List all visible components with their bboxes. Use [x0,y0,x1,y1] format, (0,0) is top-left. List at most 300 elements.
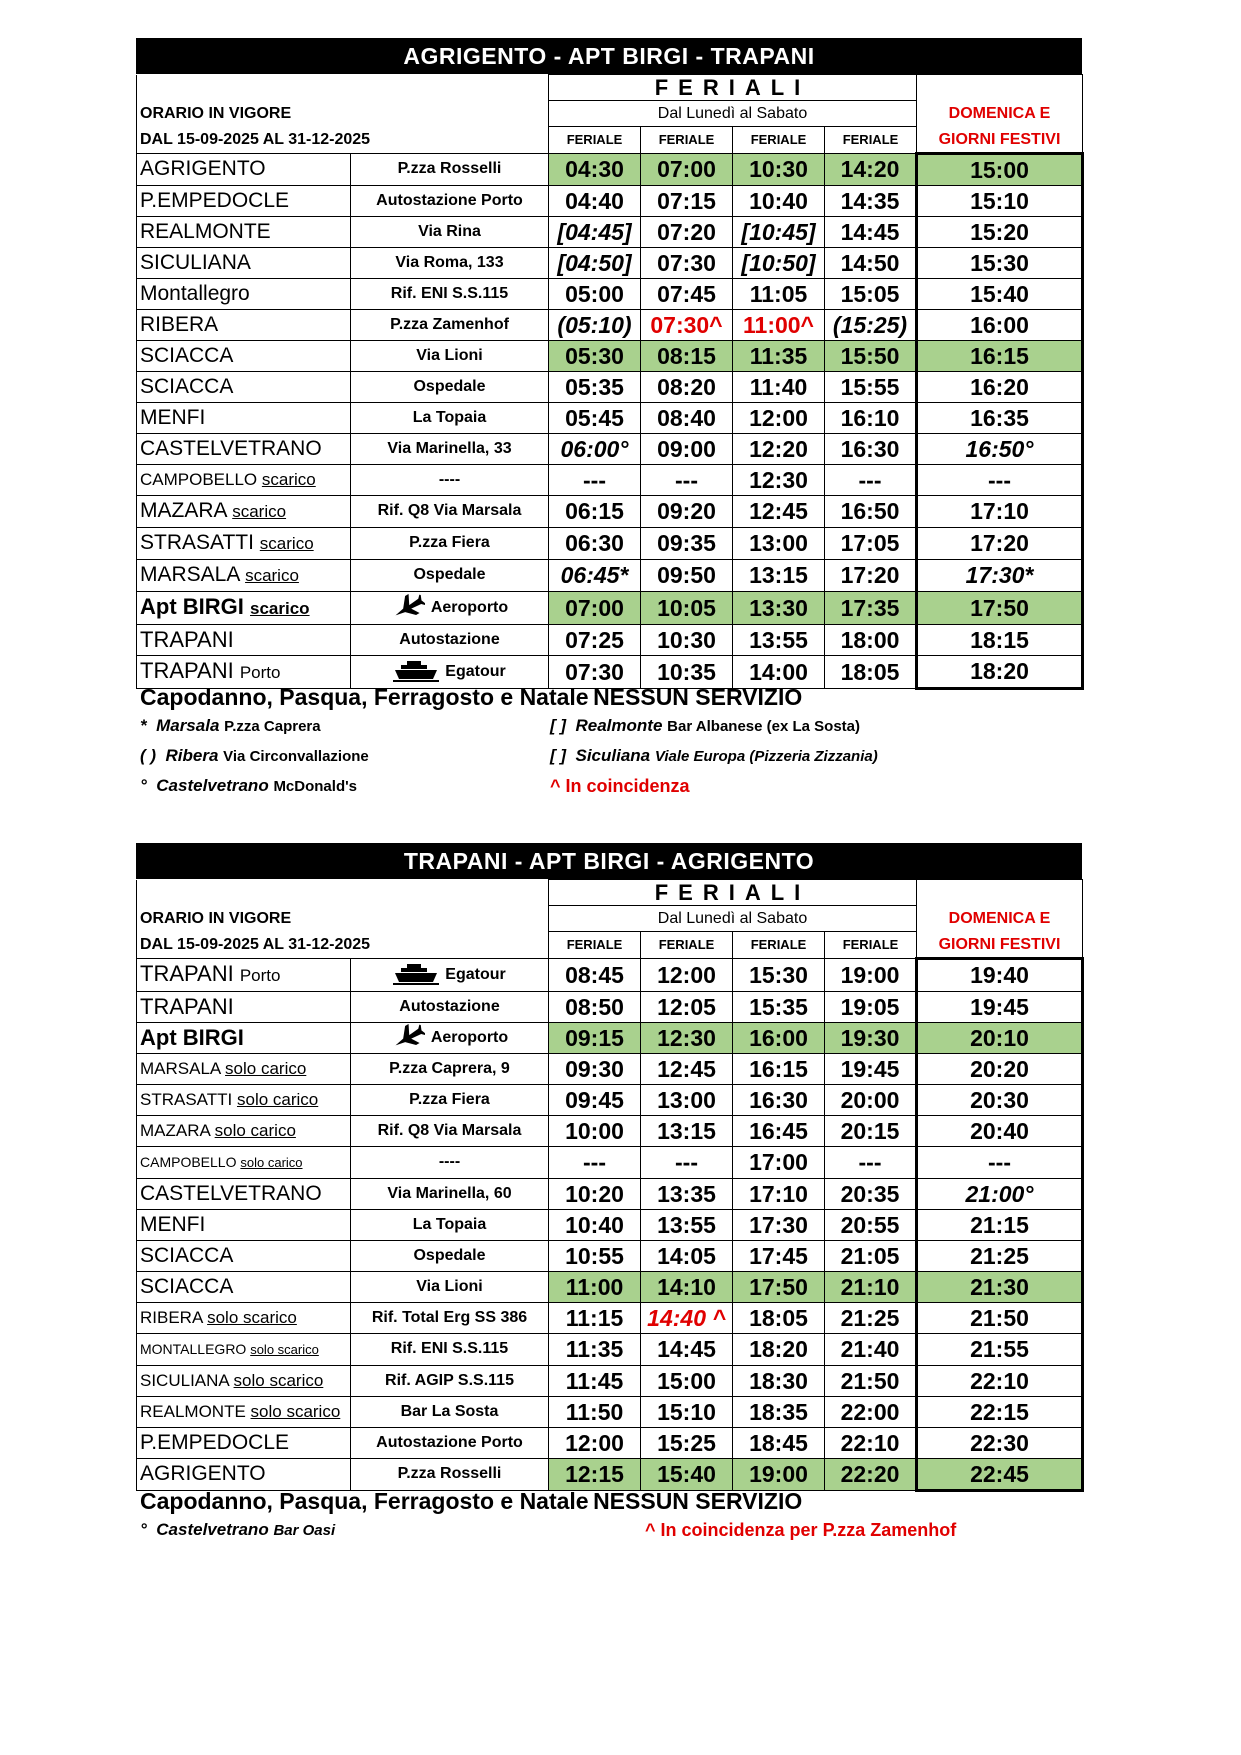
stop-cell [351,559,549,591]
holiday-time: 16:50° [917,433,1083,464]
weekday-time: 06:00° [549,433,641,464]
city-name: MENFI [140,405,206,429]
city-note: scarico [259,533,314,553]
weekday-time: 15:55 [825,371,917,402]
weekday-time: 14:00 [733,655,825,688]
table-row [137,371,1083,402]
city-cell [137,958,351,991]
weekday-time: 09:30 [549,1053,641,1084]
holiday-time: 16:35 [917,402,1083,433]
ship-icon [393,962,439,986]
weekday-time: 18:45 [733,1427,825,1458]
stop-cell [351,1115,549,1146]
table-row [137,527,1083,559]
domenica-heading: DOMENICA E [917,101,1083,127]
weekday-range: Dal Lunedì al Sabato [549,101,917,127]
weekday-time: 15:35 [733,991,825,1022]
holiday-time: 21:15 [917,1209,1083,1240]
weekday-time: 08:15 [641,340,733,371]
weekday-time: 05:30 [549,340,641,371]
weekday-time: 20:55 [825,1209,917,1240]
stop-name: Autostazione Porto [376,191,523,209]
holiday-time: 19:40 [917,958,1083,991]
city-name: MARSALA [140,562,240,586]
weekday-time: --- [825,1146,917,1178]
schedule-trapani-agrigento [136,843,1082,1492]
weekday-time: 10:40 [549,1209,641,1240]
weekday-time: 09:15 [549,1022,641,1053]
weekday-time: 20:15 [825,1115,917,1146]
city-name: REALMONTE [140,219,271,243]
city-name: SCIACCA [140,374,234,398]
stop-cell [351,185,549,216]
table-row [137,433,1083,464]
note-symbol: ° [140,1520,147,1539]
weekday-time: [10:50] [733,247,825,278]
weekday-time: (05:10) [549,309,641,340]
city-name: SICULIANA [140,1370,229,1390]
weekday-time: 17:05 [825,527,917,559]
holiday-time: 15:20 [917,216,1083,247]
airplane-icon [391,1024,425,1050]
city-cell [137,216,351,247]
weekday-time: 10:40 [733,185,825,216]
weekday-time: 07:15 [641,185,733,216]
weekday-time: 12:00 [733,402,825,433]
weekday-time: 12:45 [641,1053,733,1084]
city-note: Porto [239,662,281,682]
weekday-time: 09:45 [549,1084,641,1115]
weekday-time: 04:40 [549,185,641,216]
holiday-time: 22:10 [917,1365,1083,1396]
city-cell [137,1084,351,1115]
weekday-time: --- [549,1146,641,1178]
table-row [137,402,1083,433]
weekday-time: 11:35 [549,1333,641,1365]
city-cell [137,1209,351,1240]
weekday-time: 09:50 [641,559,733,591]
weekday-time: 19:00 [733,1458,825,1490]
city-name: RIBERA [140,1307,203,1327]
city-name: Apt BIRGI [140,593,244,619]
weekday-time: 15:40 [641,1458,733,1490]
weekday-time: 13:55 [733,624,825,655]
weekday-time: --- [641,464,733,495]
stop-cell [351,278,549,309]
table-row [137,624,1083,655]
weekday-time: (15:25) [825,309,917,340]
city-name: SCIACCA [140,1243,234,1267]
city-name: Apt BIRGI [140,1024,244,1050]
stop-name: Via Rina [418,222,481,240]
weekday-time: 21:10 [825,1271,917,1302]
city-cell [137,1302,351,1333]
weekday-time: 15:25 [641,1427,733,1458]
city-cell [137,527,351,559]
holiday-time: 22:15 [917,1396,1083,1427]
weekday-time: 12:00 [641,958,733,991]
weekday-time: --- [549,464,641,495]
city-note: Porto [239,965,281,985]
holiday-time: 15:10 [917,185,1083,216]
city-cell [137,153,351,185]
weekday-time: 05:45 [549,402,641,433]
weekday-time: 04:30 [549,153,641,185]
note-place: Bar Albanese (ex La Sosta) [667,718,861,735]
city-cell [137,340,351,371]
stop-name: La Topaia [412,408,487,426]
stop-name: Via Marinella, 60 [387,1184,512,1202]
note-city: Siculiana [575,746,651,765]
holiday-time: --- [917,464,1083,495]
stop-cell [351,958,549,991]
weekday-time: 09:20 [641,495,733,527]
stop-cell [351,1427,549,1458]
weekday-time: 16:30 [825,433,917,464]
stop-name: P.zza Fiera [409,1090,490,1108]
stop-cell [351,1396,549,1427]
table-row [137,1209,1083,1240]
stop-cell [351,591,549,624]
orario-label: ORARIO IN VIGORE [137,101,549,127]
city-note: solo carico [214,1120,296,1140]
stop-cell [351,1053,549,1084]
city-cell [137,309,351,340]
table-row [137,958,1083,991]
weekday-time: 21:40 [825,1333,917,1365]
stop-cell [351,1178,549,1209]
weekday-time: 13:35 [641,1178,733,1209]
closure-note: Capodanno, Pasqua, Ferragosto e Natale [140,1488,589,1514]
stop-cell [351,1022,549,1053]
table-row [137,216,1083,247]
note-symbol: ^ [645,1520,656,1540]
col-feriale: FERIALE [549,932,641,959]
weekday-time: 18:05 [733,1302,825,1333]
stop-name: Egatour [445,662,506,680]
airplane-icon [391,594,425,620]
city-cell [137,402,351,433]
city-cell [137,591,351,624]
stop-cell [351,1333,549,1365]
city-cell [137,1240,351,1271]
stop-cell [351,1146,549,1178]
stop-name: P.zza Fiera [409,534,490,551]
weekday-time: 14:10 [641,1271,733,1302]
city-cell [137,278,351,309]
weekday-time: 16:30 [733,1084,825,1115]
city-cell [137,1271,351,1302]
note-symbol: ° [140,776,147,795]
city-cell [137,433,351,464]
city-cell [137,1178,351,1209]
table-row [137,559,1083,591]
weekday-time: 14:20 [825,153,917,185]
table-row [137,1053,1083,1084]
stop-cell [351,1271,549,1302]
weekday-time: 12:05 [641,991,733,1022]
stop-cell [351,991,549,1022]
city-name: P.EMPEDOCLE [140,1430,289,1454]
weekday-time: 22:20 [825,1458,917,1490]
city-name: SICULIANA [140,250,251,274]
weekday-range: Dal Lunedì al Sabato [549,906,917,932]
stop-cell [351,247,549,278]
weekday-time: 10:00 [549,1115,641,1146]
stop-name: P.zza Zamenhof [390,315,509,333]
weekday-time: 22:00 [825,1396,917,1427]
city-cell [137,495,351,527]
table-row [137,278,1083,309]
city-cell [137,1115,351,1146]
weekday-time: 11:00 [549,1271,641,1302]
no-service: NESSUN SERVIZIO [593,684,803,710]
table-row [137,1115,1083,1146]
schedule-notes [140,684,1080,806]
city-name: MONTALLEGRO [140,1340,247,1357]
weekday-time: 10:35 [641,655,733,688]
city-name: AGRIGENTO [140,1462,266,1485]
weekday-time: 06:15 [549,495,641,527]
stop-name: P.zza Caprera, 9 [389,1059,510,1077]
weekday-time: 07:30^ [641,309,733,340]
timetable [136,74,1084,690]
holiday-time: 15:30 [917,247,1083,278]
table-row [137,1084,1083,1115]
weekday-time: [04:45] [549,216,641,247]
stop-name: Aeroporto [430,1028,509,1046]
festivi-heading: GIORNI FESTIVI [917,932,1083,959]
weekday-time: 12:30 [641,1022,733,1053]
weekday-time: 19:05 [825,991,917,1022]
stop-name: Via Marinella, 33 [387,439,512,457]
weekday-time: 14:45 [825,216,917,247]
weekday-time: 21:50 [825,1365,917,1396]
stop-name: Via Lioni [416,1277,483,1295]
holiday-time: 18:15 [917,624,1083,655]
table-row [137,1427,1083,1458]
note-city: Castelvetrano [156,776,269,795]
col-feriale: FERIALE [549,127,641,154]
city-note: scarico [250,598,310,618]
weekday-time: 19:30 [825,1022,917,1053]
city-cell [137,1022,351,1053]
weekday-time: 08:50 [549,991,641,1022]
city-name: TRAPANI [140,993,234,1019]
stop-name: Rif. ENI S.S.115 [390,284,509,302]
note-city: Marsala [156,716,220,735]
weekday-time: 08:45 [549,958,641,991]
stop-name: Rif. Q8 Via Marsala [377,1121,522,1139]
orario-label: ORARIO IN VIGORE [137,906,549,932]
stop-cell [351,1365,549,1396]
table-row [137,1396,1083,1427]
stop-cell [351,153,549,185]
city-name: CAMPOBELLO [140,1153,237,1170]
weekday-time: 14:50 [825,247,917,278]
weekday-time: 14:35 [825,185,917,216]
stop-cell [351,1302,549,1333]
holiday-time: 15:00 [917,153,1083,185]
weekday-time: 16:50 [825,495,917,527]
weekday-time: 18:05 [825,655,917,688]
city-name: TRAPANI [140,657,234,683]
closure-note: Capodanno, Pasqua, Ferragosto e Natale [140,684,589,710]
city-cell [137,1427,351,1458]
col-feriale: FERIALE [825,127,917,154]
domenica-heading: DOMENICA E [917,906,1083,932]
city-cell [137,991,351,1022]
weekday-time: 17:20 [825,559,917,591]
stop-name: Ospedale [413,1246,486,1264]
note-symbol: * [140,716,147,735]
table-row [137,1022,1083,1053]
city-cell [137,247,351,278]
city-note: scarico [232,501,287,521]
holiday-time: 17:20 [917,527,1083,559]
city-note: solo carico [225,1058,307,1078]
note-place: P.zza Caprera [224,718,321,735]
weekday-time: 19:00 [825,958,917,991]
stop-cell [351,1084,549,1115]
weekday-time: 10:30 [733,153,825,185]
schedule-notes [140,1488,1080,1550]
city-name: TRAPANI [140,626,234,652]
note-city: Realmonte [575,716,663,735]
city-note: scarico [261,469,316,489]
stop-cell [351,624,549,655]
city-name: CASTELVETRANO [140,436,322,460]
holiday-time: 16:20 [917,371,1083,402]
weekday-time: 19:45 [825,1053,917,1084]
stop-name: ---- [438,470,461,488]
city-name: MARSALA [140,1058,221,1078]
weekday-time: 17:35 [825,591,917,624]
holiday-time: 22:30 [917,1427,1083,1458]
feriali-heading: FERIALI [549,880,917,906]
stop-name: Via Lioni [416,346,483,364]
ship-icon [393,659,439,683]
festivi-heading: GIORNI FESTIVI [917,127,1083,154]
city-note: solo carico [236,1089,319,1109]
holiday-time: 19:45 [917,991,1083,1022]
col-feriale: FERIALE [733,932,825,959]
weekday-time: --- [825,464,917,495]
weekday-time: 17:45 [733,1240,825,1271]
weekday-time: 10:30 [641,624,733,655]
stop-name: Rif. ENI S.S.115 [390,1340,509,1357]
stop-name: La Topaia [412,1215,487,1233]
schedule-agrigento-trapani [136,38,1082,690]
weekday-time: 11:45 [549,1365,641,1396]
stop-cell [351,527,549,559]
stop-name: Aeroporto [430,598,509,616]
table-row [137,1458,1083,1490]
city-name: MAZARA [140,1120,210,1140]
note-symbol: [ ] [550,716,567,735]
weekday-time: --- [641,1146,733,1178]
weekday-time: 09:35 [641,527,733,559]
validity-label: DAL 15-09-2025 AL 31-12-2025 [137,127,549,154]
stop-name: Ospedale [413,566,486,583]
stop-name: Ospedale [413,377,486,395]
city-name: TRAPANI [140,960,234,986]
weekday-time: 10:20 [549,1178,641,1209]
city-name: STRASATTI [140,530,254,554]
holiday-time: 15:40 [917,278,1083,309]
city-cell [137,1333,351,1365]
weekday-time: [04:50] [549,247,641,278]
weekday-time: 09:00 [641,433,733,464]
note-place: McDonald's [273,778,358,795]
weekday-time: 10:05 [641,591,733,624]
timetable [136,879,1084,1492]
city-cell [137,1365,351,1396]
city-cell [137,559,351,591]
weekday-time: 13:15 [641,1115,733,1146]
table-row [137,1302,1083,1333]
weekday-time: 10:55 [549,1240,641,1271]
weekday-time: 07:25 [549,624,641,655]
table-row [137,1365,1083,1396]
city-cell [137,1458,351,1490]
weekday-time: 17:10 [733,1178,825,1209]
city-name: SCIACCA [140,343,234,367]
col-feriale: FERIALE [825,932,917,959]
weekday-time: 13:00 [733,527,825,559]
weekday-time: 11:40 [733,371,825,402]
city-cell [137,1053,351,1084]
city-note: solo scarico [250,1401,341,1421]
weekday-time: 06:30 [549,527,641,559]
city-note: solo scarico [207,1307,297,1327]
table-row [137,185,1083,216]
weekday-time: 14:40 ^ [641,1302,733,1333]
weekday-time: 11:50 [549,1396,641,1427]
weekday-time: 17:30 [733,1209,825,1240]
note-symbol: ( ) [140,746,157,765]
weekday-time: 18:00 [825,624,917,655]
holiday-time: 17:50 [917,591,1083,624]
weekday-time: 17:50 [733,1271,825,1302]
note-place: Bar Oasi [273,1522,336,1539]
stop-cell [351,1209,549,1240]
stop-name: Bar La Sosta [400,1402,499,1420]
weekday-time: 15:30 [733,958,825,991]
stop-cell [351,402,549,433]
city-name: REALMONTE [140,1401,246,1421]
weekday-time: 12:20 [733,433,825,464]
weekday-time: 18:20 [733,1333,825,1365]
city-name: SCIACCA [140,1274,234,1298]
city-name: CAMPOBELLO [140,469,258,489]
weekday-time: 16:00 [733,1022,825,1053]
stop-name: Rif. Q8 Via Marsala [377,502,522,519]
no-service: NESSUN SERVIZIO [593,1488,803,1514]
schedule-title: AGRIGENTO - APT BIRGI - TRAPANI [136,38,1082,74]
holiday-time: 21:25 [917,1240,1083,1271]
weekday-time: [10:45] [733,216,825,247]
weekday-time: 16:45 [733,1115,825,1146]
weekday-time: 21:05 [825,1240,917,1271]
weekday-time: 18:35 [733,1396,825,1427]
stop-cell [351,216,549,247]
weekday-time: 07:20 [641,216,733,247]
note-text: In coincidenza per P.zza Zamenhof [660,1520,957,1540]
note-city: Castelvetrano [156,1520,269,1539]
city-name: STRASATTI [140,1089,233,1109]
city-name: MAZARA [140,498,227,522]
